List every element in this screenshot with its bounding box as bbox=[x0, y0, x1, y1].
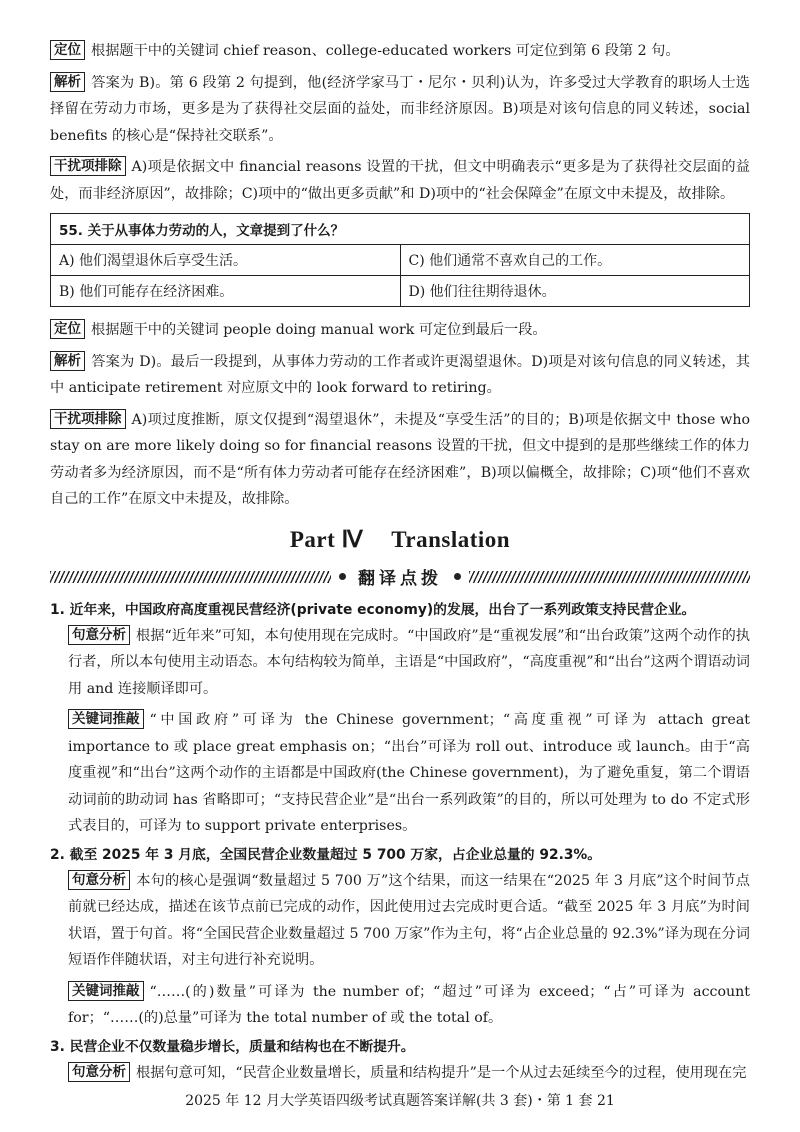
q55-distractor bbox=[50, 407, 750, 513]
hatch-decoration-right bbox=[469, 571, 750, 583]
sentence-analysis-tag: 句意分析 bbox=[68, 625, 130, 645]
option-b: B) 他们可能存在经济困难。 bbox=[51, 276, 401, 307]
question-55-table bbox=[50, 213, 750, 307]
bullet-icon bbox=[339, 573, 346, 580]
section-banner bbox=[50, 563, 750, 591]
item-1-heading: 1. 近年来，中国政府高度重视民营经济(private economy)的发展，出台了一系列政策支持民营企业。 bbox=[50, 601, 696, 618]
item-2-sentence bbox=[68, 868, 750, 974]
page-footer: 2025 年 12 月大学英语四级考试真题答案详解(共 3 套)・第 1 套 21 bbox=[185, 1093, 615, 1109]
item-3-sentence bbox=[68, 1060, 750, 1087]
sentence-analysis-tag: 句意分析 bbox=[68, 1062, 130, 1082]
locate-tag: 定位 bbox=[50, 319, 85, 339]
item-1-sentence bbox=[68, 623, 750, 703]
part-number: Part Ⅳ bbox=[289, 526, 364, 552]
option-d: D) 他们往往期待退休。 bbox=[400, 276, 750, 307]
analysis-tag: 解析 bbox=[50, 72, 85, 92]
q54-locate bbox=[50, 38, 750, 65]
part-heading bbox=[50, 527, 750, 553]
item-1-keyword-text: “中国政府”可译为 the Chinese government；“高度重视”可译为 attach great importance to 或 place great emphasis on；“出台”可译为 roll out、introduce 或 launch。由于“高度重视”和“出台”这两个动作的主语都是中国政府(the Chinese government)，为了避免重复，第二个谓语动词前的助动词 has 省略即可；“支持民营企业”是“出台一系列政策”的目的，所以可处理为 to do 不定式形式表目的，可译为 to support private enterprises。 bbox=[68, 712, 750, 834]
keyword-tag: 关键词推敲 bbox=[68, 981, 144, 1001]
option-c: C) 他们通常不喜欢自己的工作。 bbox=[400, 245, 750, 276]
q55-locate-text: 根据题干中的关键词 people doing manual work 可定位到最后一段。 bbox=[91, 322, 547, 338]
q54-distractor-text: A)项是依据文中 financial reasons 设置的干扰，但文中明确表示“更多是为了获得社交层面的益处，而非经济原因”，故排除；C)项中的“做出更多贡献”和 D)项中的“社会保障金”在原文中未提及，故排除。 bbox=[50, 159, 750, 202]
locate-tag: 定位 bbox=[50, 40, 85, 60]
item-1-keyword bbox=[68, 707, 750, 840]
hatch-decoration-left bbox=[50, 571, 331, 583]
item-3-heading: 3. 民营企业不仅数量稳步增长，质量和结构也在不断提升。 bbox=[50, 1038, 415, 1055]
sentence-analysis-tag: 句意分析 bbox=[68, 870, 130, 890]
page-content bbox=[50, 38, 750, 1086]
item-2-sentence-text: 本句的核心是强调“数量超过 5 700 万”这个结果，而这一结果在“2025 年 3 月底”这个时间节点前就已经达成，描述在该节点前已完成的动作，因此使用过去完成时更合适。“截至 2025 年 3 月底”为时间状语，置于句首。将“全国民营企业数量超过 5 700 万家”作为主句，将“占企业总量的 92.3%”译为现在分词短语作伴随状语，对主句进行补充说明。 bbox=[68, 872, 750, 968]
item-2-keyword bbox=[68, 979, 750, 1032]
item-2-keyword-text: “……(的)数量”可译为 the number of；“超过”可译为 exceed；“占”可译为 account for；“……(的)总量”可译为 the total number of 或 the total of。 bbox=[68, 983, 750, 1026]
q55-analysis-text: 答案为 D)。最后一段提到，从事体力劳动的工作者或许更渴望退休。D)项是对该句信息的同义转述，其中 anticipate retirement 对应原文中的 look forward to retiring。 bbox=[50, 353, 750, 396]
item-1-sentence-text: 根据“近年来”可知，本句使用现在完成时。“中国政府”是“重视发展”和“出台政策”这两个动作的执行者，所以本句使用主动语态。本句结构较为简单，主语是“中国政府”，“高度重视”和“出台”这两个谓语动词用 and 连接顺译即可。 bbox=[68, 627, 750, 697]
analysis-tag: 解析 bbox=[50, 351, 85, 371]
option-a: A) 他们渴望退休后享受生活。 bbox=[51, 245, 401, 276]
distractor-tag: 干扰项排除 bbox=[50, 409, 126, 429]
distractor-tag: 干扰项排除 bbox=[50, 156, 126, 176]
q54-analysis-text: 答案为 B)。第 6 段第 2 句提到，他(经济学家马丁・尼尔・贝利)认为，许多受过大学教育的职场人士选择留在劳动力市场，更多是为了获得社交层面的益处，而非经济原因。B)项是对该句信息的同义转述，social benefits 的核心是“保持社交联系”。 bbox=[50, 74, 750, 144]
q54-analysis bbox=[50, 70, 750, 150]
q55-locate bbox=[50, 317, 750, 344]
question-55-stem: 55. 关于从事体力劳动的人，文章提到了什么？ bbox=[51, 214, 750, 245]
bullet-icon bbox=[454, 573, 461, 580]
q55-analysis bbox=[50, 349, 750, 402]
q54-distractor bbox=[50, 154, 750, 207]
item-3-sentence-text: 根据句意可知，“民营企业数量增长，质量和结构提升”是一个从过去延续至今的过程，使用现在完 bbox=[136, 1064, 747, 1081]
part-name: Translation bbox=[391, 526, 511, 552]
section-title: 翻译点拨 bbox=[358, 569, 442, 589]
q54-locate-text: 根据题干中的关键词 chief reason、college-educated workers 可定位到第 6 段第 2 句。 bbox=[91, 43, 680, 59]
keyword-tag: 关键词推敲 bbox=[68, 709, 144, 729]
item-2-heading: 2. 截至 2025 年 3 月底，全国民营企业数量超过 5 700 万家，占企业总量的 92.3%。 bbox=[50, 846, 602, 863]
q55-distractor-text: A)项过度推断，原文仅提到“渴望退休”，未提及“享受生活”的目的；B)项是依据文中 those who stay on are more likely doing so for financial reasons 设置的干扰，但文中提到的是那些继续工作的体力劳动者多为经济原因，而不是“所有体力劳动者可能存在经济困难”，B)项以偏概全，故排除；C)项“他们不喜欢自己的工作”在原文中未提及，故排除。 bbox=[50, 411, 750, 507]
